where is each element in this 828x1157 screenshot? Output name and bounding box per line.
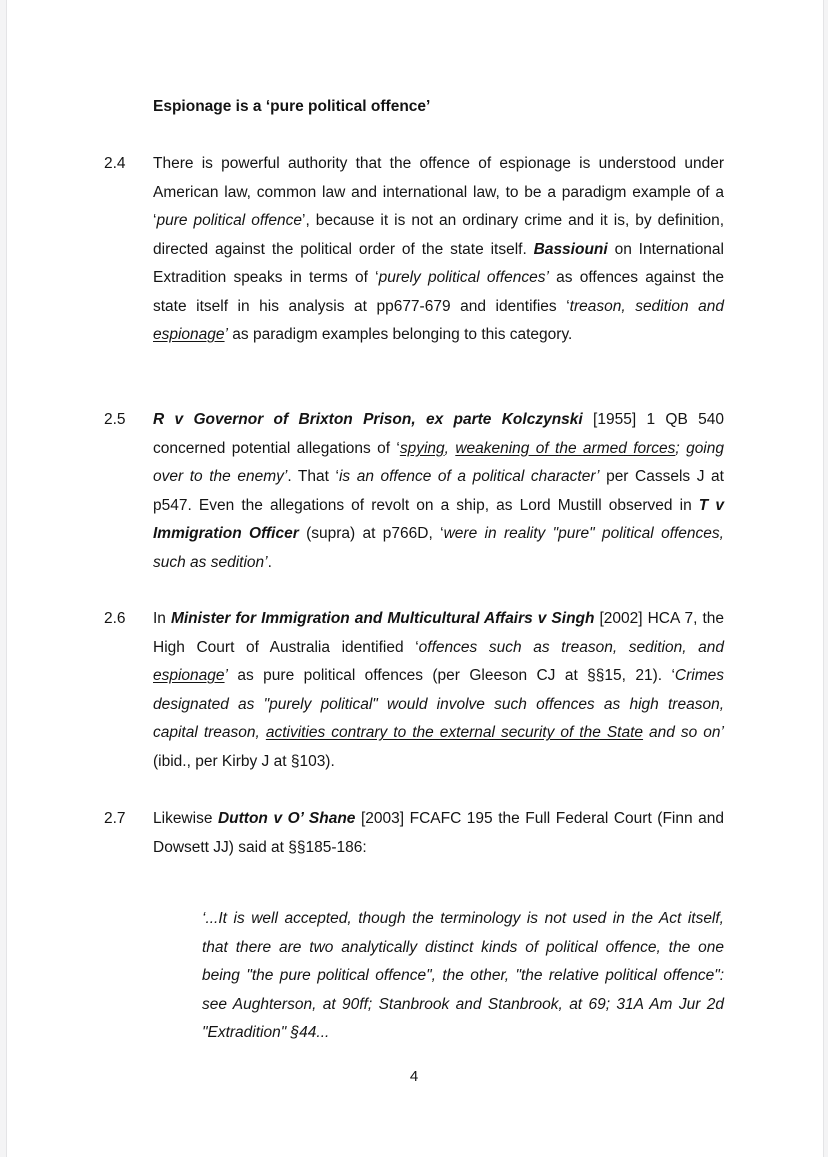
block-quote: ‘...It is well accepted, though the terminology is not used in the Act itself, that there are two analytically distinct kinds of political offence, the one being "the pure political offence", the other, "the relative political offence": see Aughterson, at 90ff; Stanbrook and Stanbrook, at 69; 31A Am Jur 2d "Extradition" §44... xyxy=(202,910,724,1041)
paragraph-text: R v Governor of Brixton Prison, ex parte Kolczynski [1955] 1 QB 540 concerned potential allegations of ‘spying, weakening of the armed forces; going over to the enemy’. That ‘is an offence of a political character’ per Cassels J at p547. Even the allegations of revolt on a ship, as Lord Mustill observed in T v Immigration Officer (supra) at p766D, ‘were in reality "pure" political offences, such as sedition’. xyxy=(153,411,724,571)
paragraph-number: 2.7 xyxy=(104,810,126,827)
paragraph-2-5 xyxy=(104,406,724,577)
paragraph-2-7 xyxy=(104,805,724,862)
paragraph-number: 2.5 xyxy=(104,411,126,428)
paragraph-text: In Minister for Immigration and Multicultural Affairs v Singh [2002] HCA 7, the High Court of Australia identified ‘offences such as treason, sedition, and espionage’ as pure political offences (per Gleeson CJ at §§15, 21). ‘Crimes designated as "purely political" would involve such offences as high treason, capital treason, activities contrary to the external security of the State and so on’ (ibid., per Kirby J at §103). xyxy=(153,610,724,770)
paragraph-2-4 xyxy=(104,150,724,350)
section-heading: Espionage is a ‘pure political offence’ xyxy=(153,98,431,115)
paragraph-2-6 xyxy=(104,605,724,776)
paragraph-number: 2.4 xyxy=(104,155,126,172)
paragraph-text: Likewise Dutton v O’ Shane [2003] FCAFC 195 the Full Federal Court (Finn and Dowsett JJ) said at §§185-186: xyxy=(153,810,725,856)
paragraph-number: 2.6 xyxy=(104,610,126,627)
page-number: 4 xyxy=(409,1068,419,1085)
paragraph-text: There is powerful authority that the offence of espionage is understood under American law, common law and international law, to be a paradigm example of a ‘pure political offence’, because it is not an ordinary crime and it is, by definition, directed against the political order of the state itself. Bassiouni on International Extradition speaks in terms of ‘purely political offences’ as offences against the state itself in his analysis at pp677-679 and identifies ‘treason, sedition and espionage’ as paradigm examples belonging to this category. xyxy=(153,155,725,343)
